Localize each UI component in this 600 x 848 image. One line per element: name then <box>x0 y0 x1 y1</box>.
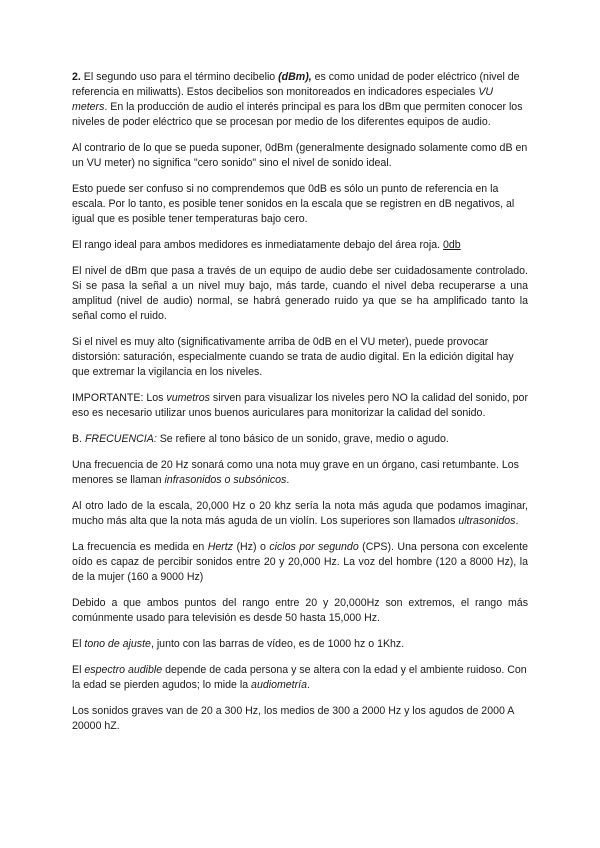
emphasis-text: (dBm), <box>278 71 312 83</box>
text-run: Una frecuencia de 20 Hz sonará como una nota muy grave en un órgano, casi retumbante. Los menores se llaman <box>72 459 519 486</box>
paragraph <box>72 432 528 447</box>
emphasis-text: FRECUENCIA: <box>84 433 157 445</box>
text-run: . <box>307 679 310 691</box>
text-run: El segundo uso para el término decibelio <box>80 71 279 83</box>
text-run: B. <box>72 433 85 445</box>
emphasis-text: 2. <box>72 71 81 83</box>
paragraph <box>72 335 528 380</box>
text-run: El nivel de dBm que pasa a través de un equipo de audio debe ser cuidadosamente controlado. Si se pasa la señal a un nivel muy bajo, más tarde, cuando el nivel deba recuperarse a una amplitud (nivel de audio) normal, se habrá generado ruido ya que se ha amplificado tanto la señal como el ruido. <box>72 265 528 322</box>
text-run: (Hz) o <box>233 541 270 553</box>
text-run: Los sonidos graves van de 20 a 300 Hz, los medios de 300 a 2000 Hz y los agudos de 2000 A 20000 hZ. <box>72 705 514 732</box>
document-body <box>72 70 528 745</box>
paragraph <box>72 182 528 227</box>
emphasis-text: tono de ajuste <box>84 638 151 650</box>
emphasis-text: espectro audible <box>84 664 163 676</box>
paragraph <box>72 458 528 488</box>
text-run: La frecuencia es medida en <box>72 541 208 553</box>
text-run: Al contrario de lo que se pueda suponer, 0dBm (generalmente designado solamente como dB en un VU meter) no significa "cero sonido" sino el nivel de sonido ideal. <box>72 142 528 169</box>
paragraph <box>72 391 528 421</box>
text-run: (CPS). Una persona con excelente oído es capaz de percibir sonidos entre 20 y 20,000 Hz. La voz del hombre (120 a 8000 Hz), la de la mujer (160 a 9000 Hz) <box>72 541 528 583</box>
emphasis-text: infrasonidos o subsónicos <box>164 474 287 486</box>
paragraph <box>72 499 528 529</box>
text-run: El <box>72 638 85 650</box>
text-run: . En la producción de audio el interés principal es para los dBm que permiten conocer los niveles de poder eléctrico que se procesan por medio de los diferentes equipos de audio. <box>72 101 523 128</box>
paragraph <box>72 637 528 652</box>
text-run: El rango ideal para ambos medidores es inmediatamente debajo del área roja. <box>72 239 444 251</box>
paragraph <box>72 264 528 324</box>
text-run: sirven para visualizar los niveles pero NO la calidad del sonido, por eso es necesario utilizar unos buenos auriculares para monitorizar la calidad del sonido. <box>72 392 528 419</box>
text-run: , junto con las barras de vídeo, es de 1000 hz o 1Khz. <box>150 638 405 650</box>
text-run: Debido a que ambos puntos del rango entre 20 y 20,000Hz son extremos, el rango más comúnmente usado para televisión es desde 50 hasta 15,000 Hz. <box>72 597 528 624</box>
text-run: depende de cada persona y se altera con la edad y el ambiente ruidoso. Con la edad se pierden agudos; lo mide la <box>72 664 527 691</box>
emphasis-text: Hertz <box>207 541 234 553</box>
emphasis-text <box>278 71 312 83</box>
text-run: es como unidad de poder eléctrico (nivel de referencia en miliwatts). Estos decibelios son monitoreados en indicadores especiales <box>72 71 520 98</box>
emphasis-text: 0db <box>443 239 461 251</box>
text-run: Al otro lado de la escala, 20,000 Hz o 20 khz sería la nota más aguda que podamos imaginar, mucho más alta que la nota más aguda de un violín. Los superiores son llamados <box>72 500 528 527</box>
emphasis-text: VU meters <box>72 86 494 113</box>
paragraph <box>72 540 528 585</box>
text-run: Si el nivel es muy alto (significativamente arriba de 0dB en el VU meter), puede provocar distorsión: saturación, especialmente cuando se trata de audio digital. En la edición digital hay que extremar la vigilancia en los niveles. <box>72 336 514 378</box>
emphasis-text: ultrasonidos <box>458 515 516 527</box>
text-run: . <box>515 515 519 527</box>
text-run: . <box>286 474 290 486</box>
paragraph <box>72 70 528 130</box>
text-run: IMPORTANTE: Los <box>72 392 167 404</box>
text-run: El <box>72 664 85 676</box>
paragraph <box>72 141 528 171</box>
text-run: Se refiere al tono básico de un sonido, grave, medio o agudo. <box>156 433 449 445</box>
emphasis-text: audiometría <box>251 679 307 691</box>
text-run: Esto puede ser confuso si no comprendemos que 0dB es sólo un punto de referencia en la escala. Por lo tanto, es posible tener sonidos en la escala que se registren en dB negativos, al igual que es posible tener temperaturas bajo cero. <box>72 183 515 225</box>
paragraph <box>72 704 528 734</box>
emphasis-text: ciclos por segundo <box>269 541 359 553</box>
paragraph <box>72 238 528 253</box>
emphasis-text: vumetros <box>166 392 210 404</box>
paragraph <box>72 663 528 693</box>
paragraph <box>72 596 528 626</box>
